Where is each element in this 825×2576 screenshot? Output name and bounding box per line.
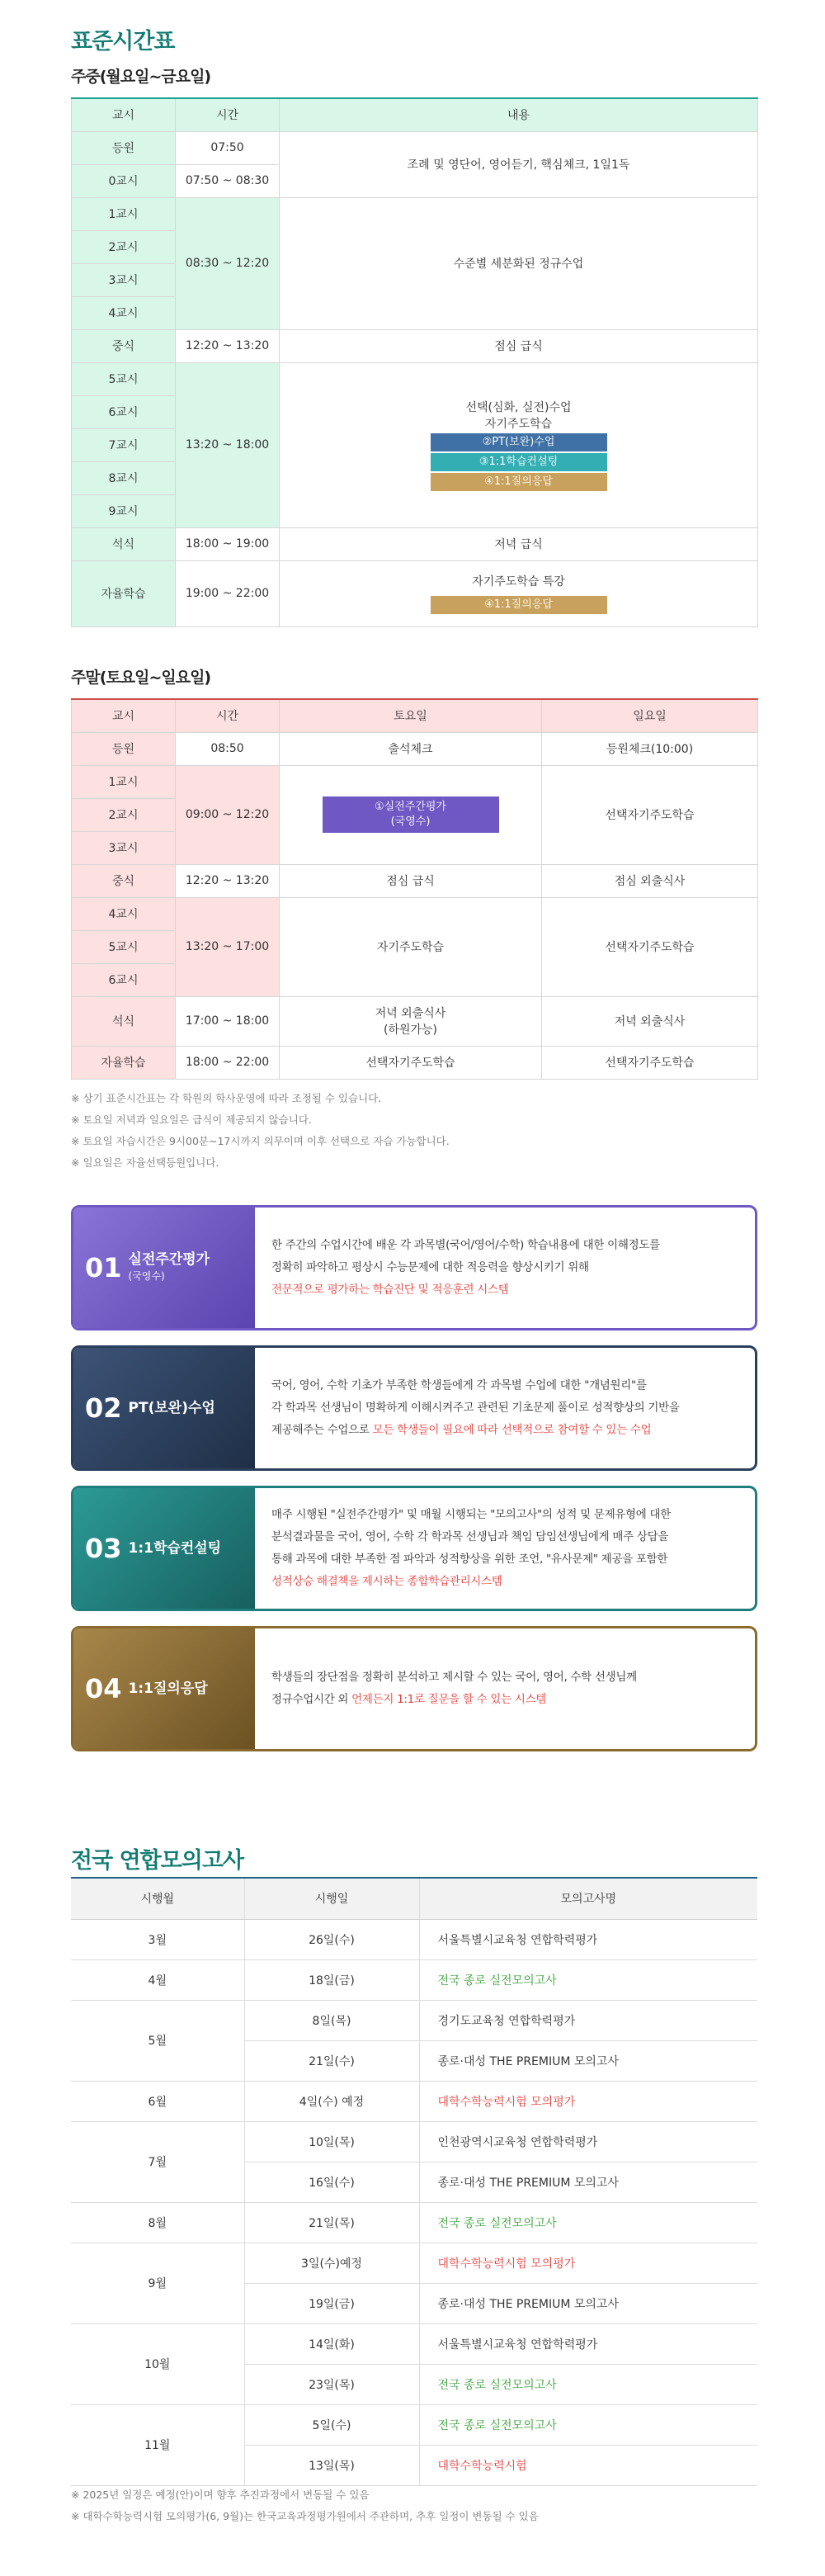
card-image xyxy=(73,1348,255,1468)
table-header: 모의고사명 xyxy=(419,1878,757,1919)
content-line: 자기주도학습 특강 xyxy=(472,575,565,588)
time-cell: 17:00 ~ 18:00 xyxy=(176,996,280,1046)
month-cell: 11월 xyxy=(71,2404,244,2485)
qa-pill: ④1:1질의응답 xyxy=(431,473,607,491)
content-cell: 저녁 급식 xyxy=(280,527,758,560)
pt-class-pill: ②PT(보완)수업 xyxy=(431,433,607,451)
content-cell: 점심 급식 xyxy=(280,329,758,362)
content-line: (하원가능) xyxy=(383,1023,438,1037)
time-cell: 07:50 ~ 08:30 xyxy=(176,164,280,197)
desc-line: 한 주간의 수업시간에 배운 각 과목별(국어/영어/수학) 학습내용에 대한 이해정도를 xyxy=(271,1238,660,1252)
period-cell: 2교시 xyxy=(72,798,176,831)
saturday-cell: 선택자기주도학습 xyxy=(280,1046,542,1079)
program-card-pt-class xyxy=(71,1345,757,1471)
period-cell: 3교시 xyxy=(72,831,176,864)
card-name-sub: (국영수) xyxy=(128,1270,165,1282)
card-label xyxy=(85,1673,208,1704)
period-cell: 자율학습 xyxy=(72,1046,176,1079)
exam-name-cell: 전국 종로 실전모의고사 xyxy=(419,2202,757,2243)
period-cell: 중식 xyxy=(72,329,176,362)
schedule-notes xyxy=(71,1088,757,1174)
desc-text: 제공해주는 수업으로 xyxy=(271,1423,373,1437)
content-line: 선택(심화, 실전)수업 xyxy=(465,401,572,414)
note-line: ※ 일요일은 자율선택등원입니다. xyxy=(71,1156,219,1169)
table-header: 교시 xyxy=(72,699,176,732)
card-description xyxy=(271,1375,746,1442)
weekend-subtitle: 주말(토요일~일요일) xyxy=(71,669,211,687)
desc-highlight: 모든 학생들이 필요에 따라 선택적으로 참여할 수 있는 수업 xyxy=(372,1423,652,1437)
saturday-cell: 점심 급식 xyxy=(280,864,542,897)
page-title: 표준시간표 xyxy=(71,29,175,54)
content-line: 자기주도학습 xyxy=(484,418,553,431)
program-card-weekly-test xyxy=(71,1205,757,1331)
table-header: 시행월 xyxy=(71,1878,244,1919)
qa-pill: ④1:1질의응답 xyxy=(431,596,607,614)
exam-name-cell: 전국 종로 실전모의고사 xyxy=(419,1959,757,2000)
date-cell: 16일(수) xyxy=(244,2162,419,2202)
date-cell: 14일(화) xyxy=(244,2323,419,2364)
exam-name-cell: 종로·대성 THE PREMIUM 모의고사 xyxy=(419,2162,757,2202)
period-cell: 등원 xyxy=(72,732,176,765)
card-description xyxy=(271,1235,746,1302)
weekday-schedule-table xyxy=(71,97,758,627)
content-cell xyxy=(280,560,758,626)
card-name xyxy=(129,1251,210,1284)
table-header: 시간 xyxy=(176,699,280,732)
card-description xyxy=(271,1504,746,1593)
desc-text: 정규수업시간 외 xyxy=(271,1693,352,1706)
date-cell: 26일(수) xyxy=(244,1919,419,1959)
time-cell: 08:50 xyxy=(176,732,280,765)
mock-exam-rows xyxy=(71,1919,757,2485)
date-cell: 4일(수) 예정 xyxy=(244,2081,419,2121)
desc-line: 국어, 영어, 수학 기초가 부족한 학생들에게 각 과목별 수업에 대한 "개념원리"를 xyxy=(271,1378,647,1392)
card-label xyxy=(85,1533,221,1564)
pill-line: (국영수) xyxy=(390,815,431,828)
time-cell: 13:20 ~ 17:00 xyxy=(176,897,280,996)
period-cell: 2교시 xyxy=(72,230,176,263)
exam-name-cell: 종로·대성 THE PREMIUM 모의고사 xyxy=(419,2040,757,2081)
sunday-cell: 등원체크(10:00) xyxy=(542,732,758,765)
saturday-cell xyxy=(280,996,542,1046)
exam-name-cell: 서울특별시교육청 연합학력평가 xyxy=(419,2323,757,2364)
mock-exam-notes xyxy=(71,2484,539,2527)
period-cell: 4교시 xyxy=(72,897,176,930)
note-line: ※ 상기 표준시간표는 각 학원의 학사운영에 따라 조정될 수 있습니다. xyxy=(71,1092,382,1104)
period-cell: 1교시 xyxy=(72,765,176,798)
period-cell: 중식 xyxy=(72,864,176,897)
desc-line: 매주 시행된 "실전주간평가" 및 매월 시행되는 "모의고사"의 성적 및 문제유형에 대한 xyxy=(271,1508,672,1521)
card-number: 03 xyxy=(85,1533,122,1564)
period-cell: 1교시 xyxy=(72,197,176,230)
exam-name-cell: 대학수학능력시험 모의평가 xyxy=(419,2081,757,2121)
exam-name-cell: 경기도교육청 연합학력평가 xyxy=(419,2000,757,2040)
desc-line: 통해 과목에 대한 부족한 점 파악과 성적향상을 위한 조언, "유사문제" 제공을 포함한 xyxy=(271,1553,668,1566)
period-cell: 8교시 xyxy=(72,461,176,494)
month-cell: 3월 xyxy=(71,1919,244,1959)
weekly-test-pill xyxy=(323,796,499,833)
desc-line: 정확히 파악하고 평상시 수능문제에 대한 적응력을 향상시키기 위해 xyxy=(271,1260,589,1274)
month-cell: 8월 xyxy=(71,2202,244,2243)
month-cell: 4월 xyxy=(71,1959,244,2000)
mock-exam-title: 전국 연합모의고사 xyxy=(71,1848,244,1874)
sunday-cell: 선택자기주도학습 xyxy=(542,1046,758,1079)
time-cell: 13:20 ~ 18:00 xyxy=(176,362,280,527)
date-cell: 21일(목) xyxy=(244,2202,419,2243)
note-line: ※ 토요일 자습시간은 9시00분~17시까지 의무이며 이후 선택으로 자습 가능합니다. xyxy=(71,1135,450,1147)
content-cell xyxy=(280,362,758,527)
date-cell: 19일(금) xyxy=(244,2283,419,2323)
table-header: 내용 xyxy=(280,98,758,131)
month-cell: 6월 xyxy=(71,2081,244,2121)
card-image xyxy=(73,1488,255,1609)
table-header: 일요일 xyxy=(542,699,758,732)
table-row xyxy=(71,2202,757,2243)
consulting-pill: ③1:1학습컨설팅 xyxy=(431,453,607,471)
card-description xyxy=(271,1666,746,1711)
pill-line: ①실전주간평가 xyxy=(374,801,446,813)
card-number: 04 xyxy=(85,1673,122,1704)
note-line: ※ 토요일 저녁과 일요일은 급식이 제공되지 않습니다. xyxy=(71,1113,312,1126)
desc-line: 분석결과물을 국어, 영어, 수학 각 학과목 선생님과 책임 담임선생님에게 매주 상담을 xyxy=(271,1530,669,1543)
exam-name-cell: 종로·대성 THE PREMIUM 모의고사 xyxy=(419,2283,757,2323)
period-cell: 0교시 xyxy=(72,164,176,197)
saturday-cell: 출석체크 xyxy=(280,732,542,765)
weekday-subtitle: 주중(월요일~금요일) xyxy=(71,68,211,86)
card-label xyxy=(85,1251,210,1284)
date-cell: 13일(목) xyxy=(244,2445,419,2485)
month-cell: 7월 xyxy=(71,2121,244,2202)
desc-highlight: 언제든지 1:1로 질문을 할 수 있는 시스템 xyxy=(351,1693,547,1706)
card-image xyxy=(73,1208,255,1328)
content-cell: 조례 및 영단어, 영어듣기, 핵심체크, 1일1독 xyxy=(280,131,758,197)
period-cell: 5교시 xyxy=(72,362,176,395)
time-cell: 12:20 ~ 13:20 xyxy=(176,864,280,897)
date-cell: 5일(수) xyxy=(244,2404,419,2445)
table-row xyxy=(71,2323,757,2364)
desc-line xyxy=(271,1689,746,1711)
month-cell: 9월 xyxy=(71,2243,244,2323)
table-header: 시행일 xyxy=(244,1878,419,1919)
period-cell: 석식 xyxy=(72,996,176,1046)
table-row xyxy=(71,2404,757,2445)
date-cell: 23일(목) xyxy=(244,2364,419,2404)
program-card-qa xyxy=(71,1626,757,1751)
period-cell: 9교시 xyxy=(72,494,176,527)
sunday-cell: 저녁 외출식사 xyxy=(542,996,758,1046)
time-cell: 12:20 ~ 13:20 xyxy=(176,329,280,362)
period-cell: 자율학습 xyxy=(72,560,176,626)
program-card-consulting xyxy=(71,1486,757,1611)
exam-name-cell: 대학수학능력시험 모의평가 xyxy=(419,2243,757,2283)
card-image xyxy=(73,1628,255,1749)
desc-line xyxy=(271,1420,746,1442)
time-cell: 19:00 ~ 22:00 xyxy=(176,560,280,626)
card-name: PT(보완)수업 xyxy=(128,1400,215,1416)
exam-name-cell: 전국 종로 실전모의고사 xyxy=(419,2364,757,2404)
exam-name-cell: 서울특별시교육청 연합학력평가 xyxy=(419,1919,757,1959)
sunday-cell: 점심 외출식사 xyxy=(542,864,758,897)
exam-name-cell: 대학수학능력시험 xyxy=(419,2445,757,2485)
sunday-cell: 선택자기주도학습 xyxy=(542,765,758,864)
period-cell: 등원 xyxy=(72,131,176,164)
desc-line: 각 학과목 선생님이 명확하게 이해시켜주고 관련된 기초문제 풀이로 성적향상의 기반을 xyxy=(271,1401,680,1415)
table-row xyxy=(71,1919,757,1959)
card-number: 01 xyxy=(85,1252,122,1283)
period-cell: 6교시 xyxy=(72,963,176,996)
month-cell: 10월 xyxy=(71,2323,244,2404)
date-cell: 21일(수) xyxy=(244,2040,419,2081)
desc-highlight: 전문적으로 평가하는 학습진단 및 적응훈련 시스템 xyxy=(271,1283,509,1297)
date-cell: 8일(목) xyxy=(244,2000,419,2040)
card-label xyxy=(85,1392,215,1424)
content-cell: 수준별 세분화된 정규수업 xyxy=(280,197,758,329)
card-name: 1:1질의응답 xyxy=(128,1680,208,1697)
date-cell: 18일(금) xyxy=(244,1959,419,2000)
sunday-cell: 선택자기주도학습 xyxy=(542,897,758,996)
exam-name-cell: 전국 종로 실전모의고사 xyxy=(419,2404,757,2445)
time-cell: 09:00 ~ 12:20 xyxy=(176,765,280,864)
table-header: 토요일 xyxy=(280,699,542,732)
saturday-cell xyxy=(280,765,542,864)
table-header: 교시 xyxy=(72,98,176,131)
table-row xyxy=(71,2121,757,2162)
weekend-schedule-table xyxy=(71,698,758,1080)
table-row xyxy=(71,2000,757,2040)
table-row xyxy=(71,1959,757,2000)
period-cell: 7교시 xyxy=(72,428,176,461)
table-header: 시간 xyxy=(176,98,280,131)
time-cell: 08:30 ~ 12:20 xyxy=(176,197,280,329)
exam-name-cell: 인천광역시교육청 연합학력평가 xyxy=(419,2121,757,2162)
time-cell: 18:00 ~ 19:00 xyxy=(176,527,280,560)
note-line: ※ 대학수학능력시험 모의평가(6, 9월)는 한국교육과정평가원에서 주관하며, 추후 일정이 변동될 수 있음 xyxy=(71,2510,539,2522)
date-cell: 10일(목) xyxy=(244,2121,419,2162)
table-row xyxy=(71,2243,757,2283)
mock-exam-table xyxy=(71,1877,757,2486)
date-cell: 3일(수)예정 xyxy=(244,2243,419,2283)
period-cell: 석식 xyxy=(72,527,176,560)
time-cell: 07:50 xyxy=(176,131,280,164)
period-cell: 3교시 xyxy=(72,263,176,296)
table-row xyxy=(71,2081,757,2121)
month-cell: 5월 xyxy=(71,2000,244,2081)
card-number: 02 xyxy=(85,1392,122,1424)
desc-highlight: 성적상승 해결책을 제시하는 종합학습관리시스템 xyxy=(271,1575,502,1588)
saturday-cell: 자기주도학습 xyxy=(280,897,542,996)
period-cell: 4교시 xyxy=(72,296,176,329)
period-cell: 5교시 xyxy=(72,930,176,963)
desc-line: 학생들의 장단점을 정확히 분석하고 제시할 수 있는 국어, 영어, 수학 선생님께 xyxy=(271,1671,637,1684)
card-name-text: 실전주간평가 xyxy=(128,1251,210,1268)
card-name: 1:1학습컨설팅 xyxy=(128,1540,222,1557)
note-line: ※ 2025년 일정은 예정(안)이며 향후 추진과정에서 변동될 수 있음 xyxy=(71,2489,370,2501)
content-line: 저녁 외출식사 xyxy=(375,1007,446,1020)
time-cell: 18:00 ~ 22:00 xyxy=(176,1046,280,1079)
period-cell: 6교시 xyxy=(72,395,176,428)
